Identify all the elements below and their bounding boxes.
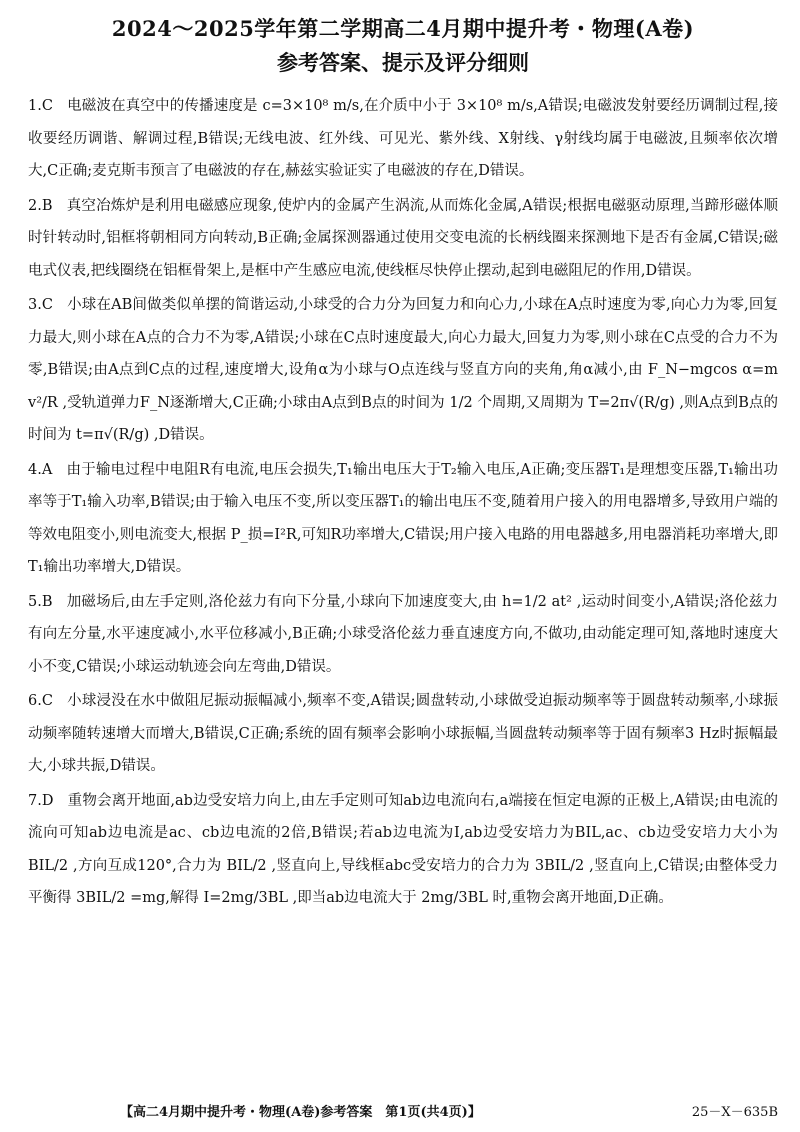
answer-explanation: 电磁波在真空中的传播速度是 c=3×10⁸ m/s,在介质中小于 3×10⁸ m/s,A错误;电磁波发射要经历调制过程,接收要经历调谐、解调过程,B错误;无线电波、红外线、可见光、紫外线、X射线、γ射线均属于电磁波,且频率依次增大,C正确;麦克斯韦预言了电磁波的存在,赫兹实验证实了电磁波的存在,D错误。 <box>28 98 778 179</box>
answer-item-4 <box>28 454 778 584</box>
answer-item-1 <box>28 90 778 188</box>
answer-label: 1.C <box>28 98 53 114</box>
answer-item-5 <box>28 586 778 684</box>
answer-explanation: 小球在AB间做类似单摆的简谐运动,小球受的合力分为回复力和向心力,小球在A点时速度为零,向心力为零,回复力最大,则小球在A点的合力不为零,A错误;小球在C点时速度最大,向心力最大,回复力为零,则小球在C点受的合力不为零,B错误;由A点到C点的过程,速度增大,设角α为小球与O点连线与竖直方向的夹角,角α减小,由 F_N−mgcos α=m v²/R ,受轨道弹力F_N逐渐增大,C正确;小球由A点到B点的时间为 1/2 个周期,又周期为 T=2π√(R/g) ,则A点到B点的时间为 t=π√(R/g) ,D错误。 <box>28 297 778 443</box>
answer-item-6 <box>28 685 778 783</box>
answer-label: 7.D <box>28 792 54 809</box>
answer-label: 5.B <box>28 593 53 610</box>
footer-text: 【高二4月期中提升考・物理(A卷)参考答案 第1页(共4页)】 <box>120 1105 481 1120</box>
page-title: 2024～2025学年第二学期高二4月期中提升考・物理(A卷) <box>111 16 695 41</box>
document-code: 25－X－635B <box>691 1105 778 1120</box>
answer-label: 2.B <box>28 197 53 214</box>
answer-label: 6.C <box>28 693 53 709</box>
answer-list <box>28 90 778 915</box>
answer-explanation: 小球浸没在水中做阻尼振动振幅减小,频率不变,A错误;圆盘转动,小球做受迫振动频率等于圆盘转动频率,小球振动频率随转速增大而增大,B错误,C正确;系统的固有频率会影响小球振幅,当圆盘转动频率等于固有频率3 Hz时振幅最大,小球共振,D错误。 <box>28 693 778 774</box>
answer-item-7 <box>28 785 778 915</box>
answer-explanation: 真空冶炼炉是利用电磁感应现象,使炉内的金属产生涡流,从而炼化金属,A错误;根据电磁驱动原理,当蹄形磁体顺时针转动时,铝框将朝相同方向转动,B正确;金属探测器通过使用交变电流的长柄线圈来探测地下是否有金属,C错误;磁电式仪表,把线圈绕在铝框骨架上,是框中产生感应电流,使线框尽快停止摆动,起到电磁阻尼的作用,D错误。 <box>28 197 778 279</box>
answer-item-2 <box>28 190 778 288</box>
page-subtitle: 参考答案、提示及评分细则 <box>277 50 529 75</box>
page-footer <box>0 1104 800 1122</box>
answer-explanation: 由于输电过程中电阻R有电流,电压会损失,T₁输出电压大于T₂输入电压,A正确;变压器T₁是理想变压器,T₁输出功率等于T₁输入功率,B错误;由于输入电压不变,所以变压器T₁的输出电压不变,随着用户接入的用电器增多,导致用户端的等效电阻变小,则电流变大,根据 P_损=I²R,可知R功率增大,C错误;用户接入电路的用电器越多,用电器消耗功率增大,即T₁输出功率增大,D错误。 <box>28 461 778 575</box>
answer-explanation: 重物会离开地面,ab边受安培力向上,由左手定则可知ab边电流向右,a端接在恒定电源的正极上,A错误;由电流的流向可知ab边电流是ac、cb边电流的2倍,B错误;若ab边电流为I,ab边受安培力为BIL,ac、cb边受安培力大小为 BIL/2 ,方向互成120°,合力为 BIL/2 ,竖直向上,导线框abc受安培力的合力为 3BIL/2 ,竖直向上,C错误;由整体受力平衡得 3BIL/2 =mg,解得 I=2mg/3BL ,即当ab边电流大于 2mg/3BL 时,重物会离开地面,D正确。 <box>28 792 778 906</box>
answer-explanation: 加磁场后,由左手定则,洛伦兹力有向下分量,小球向下加速度变大,由 h=1/2 at² ,运动时间变小,A错误;洛伦兹力有向左分量,水平速度减小,水平位移减小,B正确;小球受洛伦兹力垂直速度方向,不做功,由动能定理可知,落地时速度大小不变,C错误;小球运动轨迹会向左弯曲,D错误。 <box>28 593 778 675</box>
answer-label: 3.C <box>28 297 53 313</box>
answer-item-3 <box>28 289 778 452</box>
answer-label: 4.A <box>28 461 53 478</box>
